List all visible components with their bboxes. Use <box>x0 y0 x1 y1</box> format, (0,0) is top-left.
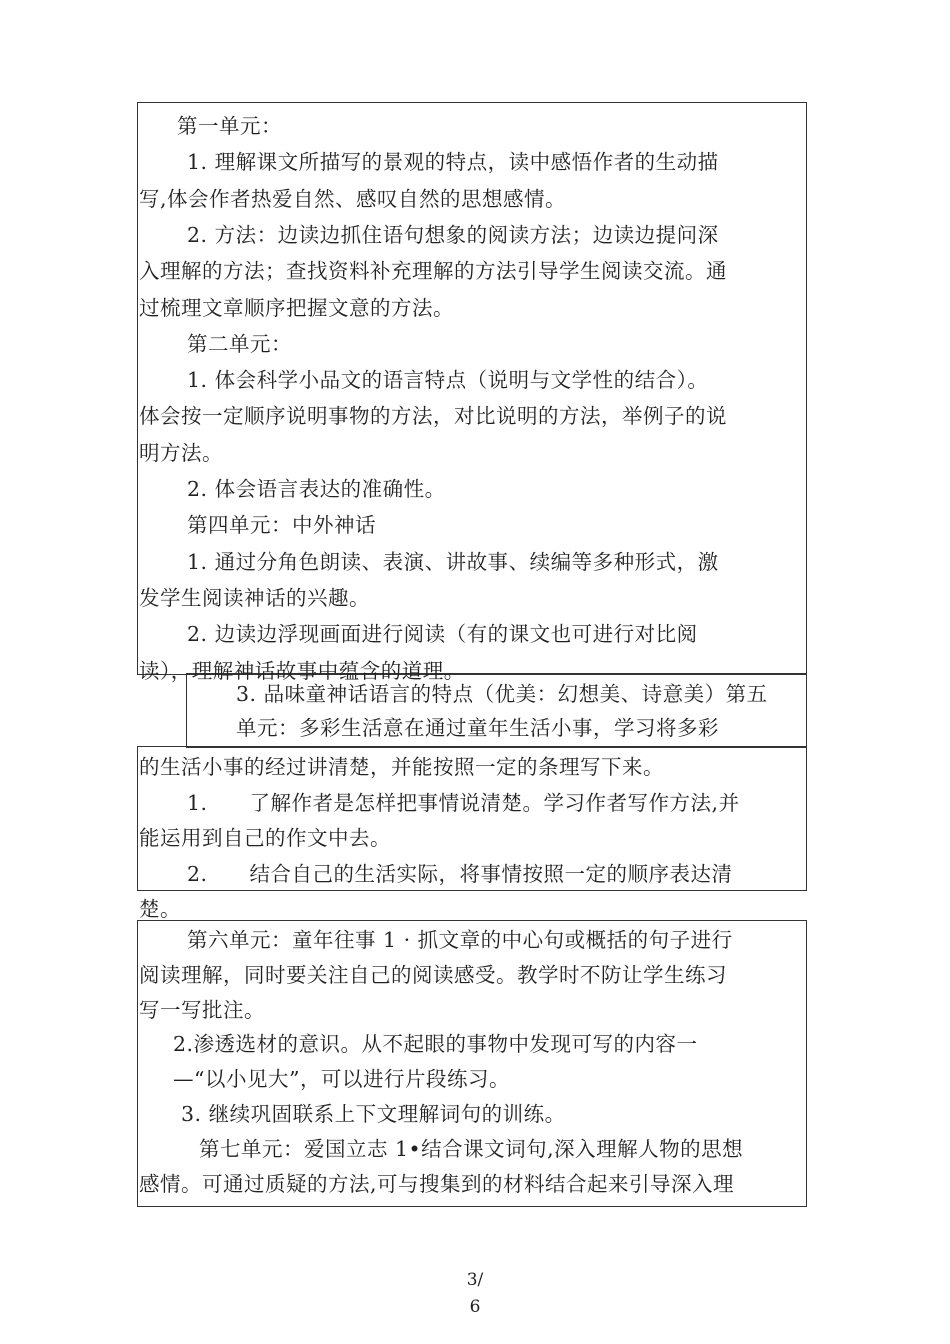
box2-line: 单元：多彩生活意在通过童年生活小事，学习将多彩 <box>236 716 719 740</box>
box4-line: 3. 继续巩固联系上下文理解词句的训练。 <box>181 1102 566 1126</box>
box3-line: 能运用到自己的作文中去。 <box>139 826 391 850</box>
page-number-top: 3/ <box>466 1270 484 1290</box>
box4-line: 第七单元：爱国立志 1•结合课文词句,深入理解人物的思想 <box>199 1136 744 1161</box>
box1-line: 明方法。 <box>139 440 223 465</box>
box1-line: 第一单元： <box>177 114 282 138</box>
box1-line: 发学生阅读神话的兴趣。 <box>139 585 370 610</box>
box4-line: 2.渗透选材的意识。从不起眼的事物中发现可写的内容一 <box>173 1032 698 1057</box>
box2-line: 3. 品味童神话语言的特点（优美：幻想美、诗意美）第五 <box>236 682 768 706</box>
box4-line: 第六单元：童年往事 1 · 抓文章的中心句或概括的句子进行 <box>187 928 733 952</box>
box4-line: 写一写批注。 <box>139 997 265 1022</box>
box4-line: —“以小见大”，可以进行片段练习。 <box>173 1067 510 1092</box>
box1-line: 2. 体会语言表达的准确性。 <box>187 477 446 501</box>
box1-line: 1. 通过分角色朗读、表演、讲故事、续编等多种形式，激 <box>187 549 719 574</box>
box1-line: 2. 边读边浮现画面进行阅读（有的课文也可进行对比阅 <box>187 622 698 647</box>
box1-line: 1. 理解课文所描写的景观的特点，读中感悟作者的生动描 <box>187 150 719 175</box>
box1-line: 1. 体会科学小品文的语言特点（说明与文学性的结合）。 <box>187 368 709 393</box>
between-line: 楚。 <box>139 897 181 921</box>
box4-line: 阅读理解，同时要关注自己的阅读感受。教学时不防让学生练习 <box>139 962 727 987</box>
box1-line: 读），理解神话故事中蕴含的道理。 <box>139 658 465 683</box>
box3-line: 2. 结合自己的生活实际，将事情按照一定的顺序表达清 <box>187 861 733 886</box>
box1-line: 写,体会作者热爱自然、感叹自然的思想感情。 <box>139 186 567 211</box>
box1-line: 第四单元：中外神话 <box>187 513 376 538</box>
box1-line: 入理解的方法；查找资料补充理解的方法引导学生阅读交流。通 <box>139 259 727 284</box>
page-number-bottom: 6 <box>469 1297 481 1317</box>
box1-line: 过梳理文章顺序把握文意的方法。 <box>139 295 454 320</box>
box1-line: 2. 方法：边读边抓住语句想象的阅读方法；边读边提问深 <box>187 222 719 247</box>
box1-line: 体会按一定顺序说明事物的方法，对比说明的方法，举例子的说 <box>139 404 727 429</box>
box4-line: 感情。可通过质疑的方法,可与搜集到的材料结合起来引导深入理 <box>139 1171 735 1196</box>
box3-line: 1. 了解作者是怎样把事情说清楚。学习作者写作方法,并 <box>187 790 740 815</box>
box1-line: 第二单元： <box>187 331 292 356</box>
box3-line: 的生活小事的经过讲清楚，并能按照一定的条理写下来。 <box>139 755 664 779</box>
